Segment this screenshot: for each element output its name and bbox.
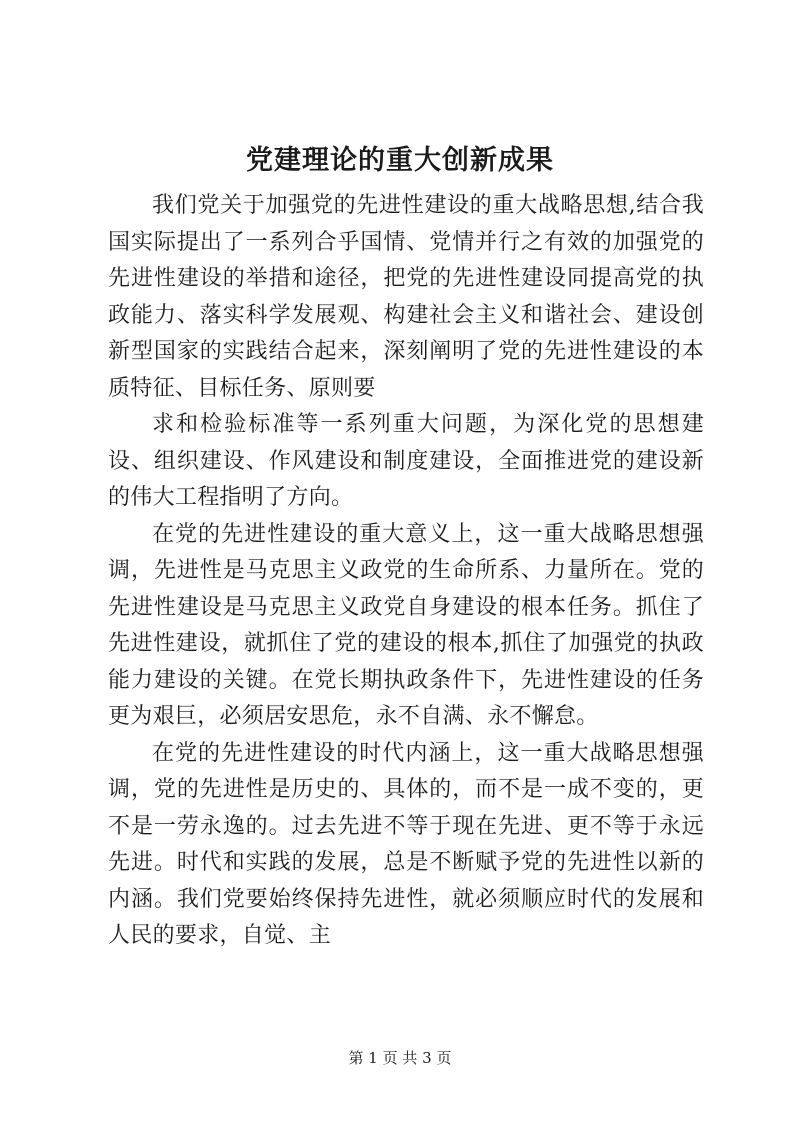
paragraph-3: 在党的先进性建设的重大意义上，这一重大战略思想强调，先进性是马克思主义政党的生命所系、力量所在。党的先进性建设是马克思主义政党自身建设的根本任务。抓住了先进性建设，就抓住了党的建设的根本,抓住了加强党的执政能力建设的关键。在党长期执政条件下，先进性建设的任务更为艰巨，必须居安思危，永不自满、永不懈怠。 (108, 521, 704, 729)
paragraph-1: 我们党关于加强党的先进性建设的重大战略思想,结合我国实际提出了一系列合乎国情、党情并行之有效的加强党的先进性建设的举措和途径，把党的先进性建设同提高党的执政能力、落实科学发展观、构建社会主义和谐社会、建设创新型国家的实践结合起来，深刻阐明了党的先进性建设的本质特征、目标任务、原则要 (108, 193, 704, 401)
paragraph-4: 在党的先进性建设的时代内涵上，这一重大战略思想强调，党的先进性是历史的、具体的，而不是一成不变的，更不是一劳永逸的。过去先进不等于现在先进、更不等于永远先进。时代和实践的发展，总是不断赋予党的先进性以新的内涵。我们党要始终保持先进性，就必须顺应时代的发展和人民的要求，自觉、主 (108, 740, 704, 948)
document-title: 党建理论的重大创新成果 (246, 145, 554, 176)
document-body (108, 188, 704, 955)
page-number-footer: 第 1 页 共 3 页 (348, 1049, 452, 1067)
paragraph-2: 求和检验标准等一系列重大问题，为深化党的思想建设、组织建设、作风建设和制度建设，全面推进党的建设新的伟大工程指明了方向。 (108, 412, 704, 510)
